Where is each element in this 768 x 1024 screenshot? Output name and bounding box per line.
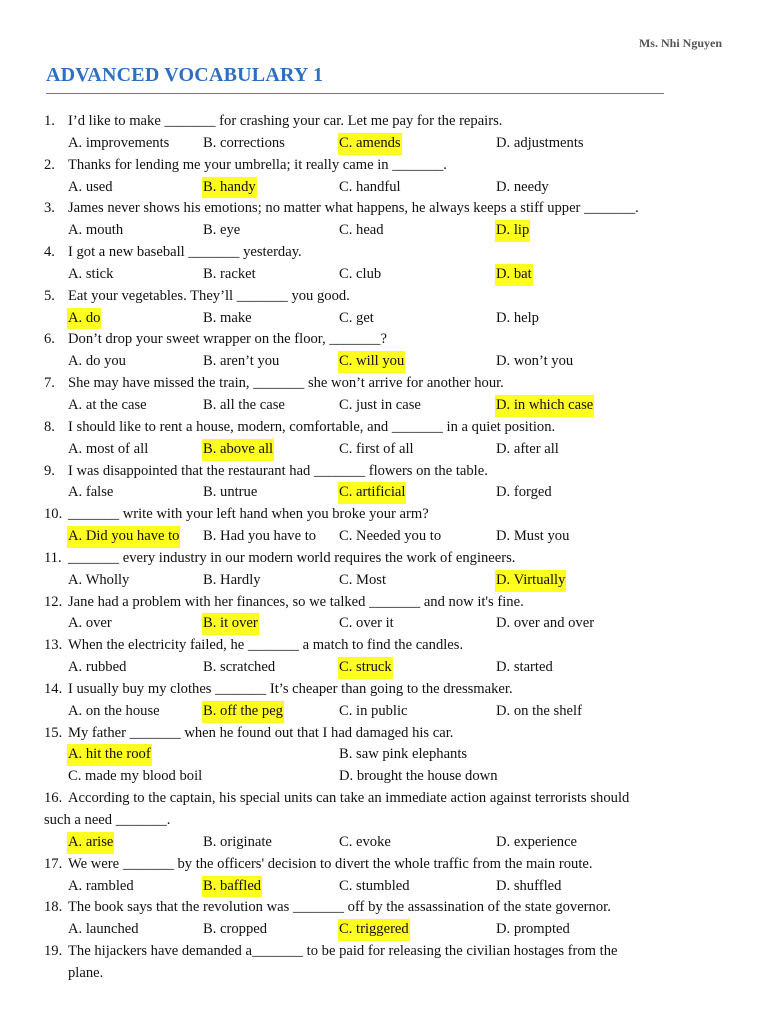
- answer-option: A. do you: [68, 353, 126, 370]
- answer-option: A. most of all: [68, 440, 149, 457]
- author-name: Ms. Nhi Nguyen: [638, 36, 722, 50]
- answer-option-highlighted: C. amends: [338, 133, 402, 155]
- question-text: I usually buy my clothes _______ It’s cheaper than going to the dressmaker.: [68, 680, 513, 697]
- answer-option: D. forged: [496, 484, 552, 501]
- answer-option: B. untrue: [203, 484, 258, 501]
- question-number: 15.: [44, 724, 63, 741]
- answer-option: D. help: [496, 309, 539, 326]
- answer-option: B. all the case: [203, 396, 285, 413]
- question-number: 5.: [44, 287, 55, 304]
- answer-option: B. corrections: [203, 134, 285, 151]
- question-number: 7.: [44, 375, 55, 392]
- question-item: [0, 242, 768, 286]
- question-number: 9.: [44, 462, 55, 479]
- question-text: Eat your vegetables. They’ll _______ you good.: [68, 287, 350, 304]
- question-line: [0, 548, 768, 570]
- answer-option-highlighted: C. will you: [338, 351, 405, 373]
- question-line: [0, 461, 768, 483]
- options-row: [0, 876, 768, 898]
- answer-option-highlighted: D. lip: [495, 220, 530, 242]
- question-item: [0, 635, 768, 679]
- question-line: [0, 329, 768, 351]
- answer-option-highlighted: D. Virtually: [495, 570, 566, 592]
- answer-option: C. stumbled: [339, 877, 410, 894]
- question-list: [0, 111, 768, 985]
- answer-option: C. head: [339, 222, 384, 239]
- answer-option-highlighted: A. hit the roof: [67, 744, 152, 766]
- question-text: We were _______ by the officers' decision to divert the whole traffic from the main route.: [68, 855, 593, 872]
- options-row: [0, 395, 768, 417]
- question-line: [0, 679, 768, 701]
- question-line: [0, 788, 768, 810]
- answer-option-highlighted: D. in which case: [495, 395, 594, 417]
- question-text: _______ write with your left hand when you broke your arm?: [68, 506, 429, 523]
- question-line: [0, 504, 768, 526]
- question-line: [0, 897, 768, 919]
- answer-option: C. Most: [339, 571, 387, 588]
- question-number: 18.: [44, 899, 63, 916]
- answer-option: D. started: [496, 659, 553, 676]
- answer-option: C. evoke: [339, 833, 391, 850]
- question-text: The hijackers have demanded a_______ to be paid for releasing the civilian hostages from the: [68, 943, 618, 960]
- question-item: [0, 854, 768, 898]
- answer-option: C. first of all: [339, 440, 414, 457]
- answer-option: D. Must you: [496, 528, 570, 545]
- question-line: [0, 286, 768, 308]
- options-row: [0, 832, 768, 854]
- question-line: [0, 592, 768, 614]
- question-number: 10.: [44, 506, 63, 523]
- answer-option: C. in public: [339, 702, 408, 719]
- question-item: [0, 548, 768, 592]
- options-row: [0, 482, 768, 504]
- options-row: [0, 744, 768, 766]
- answer-option: A. rambled: [68, 877, 134, 894]
- answer-option: A. used: [68, 178, 113, 195]
- question-number: 19.: [44, 943, 63, 960]
- answer-option: C. club: [339, 265, 382, 282]
- answer-option: A. on the house: [68, 702, 160, 719]
- question-text: My father _______ when he found out that I had damaged his car.: [68, 724, 454, 741]
- question-number: 14.: [44, 680, 63, 697]
- question-number: 6.: [44, 331, 55, 348]
- question-text: _______ every industry in our modern world requires the work of engineers.: [68, 549, 516, 566]
- answer-option: D. shuffled: [496, 877, 562, 894]
- answer-option: D. over and over: [496, 615, 595, 632]
- answer-option: B. make: [203, 309, 252, 326]
- question-item: [0, 155, 768, 199]
- title-underline: [46, 93, 664, 94]
- answer-option: B. Had you have to: [203, 528, 317, 545]
- options-row: [0, 264, 768, 286]
- question-number: 8.: [44, 418, 55, 435]
- options-row: [0, 526, 768, 548]
- answer-option: C. just in case: [339, 396, 421, 413]
- answer-option: D. adjustments: [496, 134, 584, 151]
- question-line: [0, 635, 768, 657]
- question-item: [0, 111, 768, 155]
- question-line: [0, 242, 768, 264]
- answer-option: D. brought the house down: [339, 768, 498, 785]
- answer-option: A. false: [68, 484, 114, 501]
- answer-option: A. over: [68, 615, 112, 632]
- answer-option-highlighted: C. struck: [338, 657, 393, 679]
- question-number: 2.: [44, 156, 55, 173]
- question-text: I was disappointed that the restaurant had _______ flowers on the table.: [68, 462, 488, 479]
- answer-option: C. handful: [339, 178, 401, 195]
- question-text: such a need _______.: [44, 812, 171, 828]
- question-item: [0, 329, 768, 373]
- answer-option: B. saw pink elephants: [339, 746, 468, 763]
- question-text: The book says that the revolution was _______ off by the assassination of the state governor.: [68, 899, 611, 916]
- answer-option: B. cropped: [203, 921, 268, 938]
- question-continuation: [0, 963, 768, 985]
- answer-option: D. experience: [496, 833, 578, 850]
- answer-option-highlighted: A. arise: [67, 832, 114, 854]
- options-row: [0, 351, 768, 373]
- answer-option: A. at the case: [68, 396, 147, 413]
- answer-option-highlighted: B. off the peg: [202, 701, 284, 723]
- question-line: [0, 198, 768, 220]
- question-item: [0, 941, 768, 985]
- answer-option: C. over it: [339, 615, 394, 632]
- question-item: [0, 286, 768, 330]
- question-number: 3.: [44, 200, 55, 217]
- question-line: [0, 941, 768, 963]
- question-number: 17.: [44, 855, 63, 872]
- question-line: [0, 111, 768, 133]
- answer-option-highlighted: B. it over: [202, 613, 259, 635]
- options-row: [0, 177, 768, 199]
- answer-option: C. get: [339, 309, 374, 326]
- question-text: plane.: [68, 964, 104, 981]
- question-item: [0, 373, 768, 417]
- question-item: [0, 723, 768, 789]
- question-item: [0, 198, 768, 242]
- question-text: When the electricity failed, he _______ a match to find the candles.: [68, 637, 464, 654]
- answer-option-highlighted: B. above all: [202, 439, 274, 461]
- answer-option: C. made my blood boil: [68, 768, 203, 785]
- question-line: [0, 854, 768, 876]
- question-text: According to the captain, his special units can take an immediate action against terrorists should: [68, 790, 630, 807]
- options-row: [0, 439, 768, 461]
- question-number: 12.: [44, 593, 63, 610]
- answer-option: B. originate: [203, 833, 272, 850]
- question-line: [0, 373, 768, 395]
- answer-option: C. Needed you to: [339, 528, 442, 545]
- answer-option: A. Wholly: [68, 571, 130, 588]
- question-item: [0, 897, 768, 941]
- question-text: I’d like to make _______ for crashing your car. Let me pay for the repairs.: [68, 113, 503, 129]
- question-item: [0, 679, 768, 723]
- answer-option: B. Hardly: [203, 571, 261, 588]
- options-row: [0, 133, 768, 155]
- question-line: [0, 417, 768, 439]
- question-text: Jane had a problem with her finances, so we talked _______ and now it's fine.: [68, 593, 524, 610]
- answer-option: B. scratched: [203, 659, 276, 676]
- options-row: [0, 766, 768, 788]
- answer-option: D. prompted: [496, 921, 570, 938]
- question-item: [0, 504, 768, 548]
- answer-option: B. eye: [203, 222, 241, 239]
- options-row: [0, 657, 768, 679]
- question-text: James never shows his emotions; no matter what happens, he always keeps a stiff upper _______.: [68, 200, 639, 217]
- question-number: 4.: [44, 244, 55, 261]
- options-row: [0, 308, 768, 330]
- answer-option: A. stick: [68, 265, 114, 282]
- answer-option-highlighted: A. Did you have to: [67, 526, 180, 548]
- answer-option: A. mouth: [68, 222, 124, 239]
- answer-option: D. needy: [496, 178, 549, 195]
- answer-option: D. after all: [496, 440, 559, 457]
- page-title: ADVANCED VOCABULARY 1: [46, 64, 324, 86]
- options-row: [0, 701, 768, 723]
- question-line: [0, 155, 768, 177]
- question-number: 11.: [44, 549, 62, 566]
- options-row: [0, 613, 768, 635]
- answer-option: A. improvements: [68, 134, 170, 151]
- options-row: [0, 919, 768, 941]
- answer-option: A. rubbed: [68, 659, 127, 676]
- answer-option-highlighted: D. bat: [495, 264, 533, 286]
- question-item: [0, 461, 768, 505]
- answer-option: D. won’t you: [496, 353, 574, 370]
- answer-option-highlighted: C. artificial: [338, 482, 406, 504]
- answer-option: A. launched: [68, 921, 139, 938]
- question-number: 16.: [44, 790, 63, 807]
- question-text: I got a new baseball _______ yesterday.: [68, 244, 302, 261]
- question-text: She may have missed the train, _______ she won’t arrive for another hour.: [68, 375, 504, 392]
- options-row: [0, 220, 768, 242]
- question-number: 13.: [44, 637, 63, 654]
- question-item: [0, 417, 768, 461]
- question-item: [0, 788, 768, 854]
- question-text: Don’t drop your sweet wrapper on the floor, _______?: [68, 331, 387, 348]
- question-text: Thanks for lending me your umbrella; it really came in _______.: [68, 156, 447, 173]
- answer-option: B. racket: [203, 265, 256, 282]
- question-continuation: [0, 810, 768, 832]
- options-row: [0, 570, 768, 592]
- answer-option-highlighted: A. do: [67, 308, 101, 330]
- question-number: 1.: [44, 113, 55, 129]
- question-line: [0, 723, 768, 745]
- answer-option-highlighted: B. baffled: [202, 876, 262, 898]
- answer-option: B. aren’t you: [203, 353, 280, 370]
- answer-option-highlighted: C. triggered: [338, 919, 410, 941]
- answer-option: D. on the shelf: [496, 702, 582, 719]
- question-item: [0, 592, 768, 636]
- answer-option-highlighted: B. handy: [202, 177, 257, 199]
- question-text: I should like to rent a house, modern, comfortable, and _______ in a quiet position.: [68, 418, 556, 435]
